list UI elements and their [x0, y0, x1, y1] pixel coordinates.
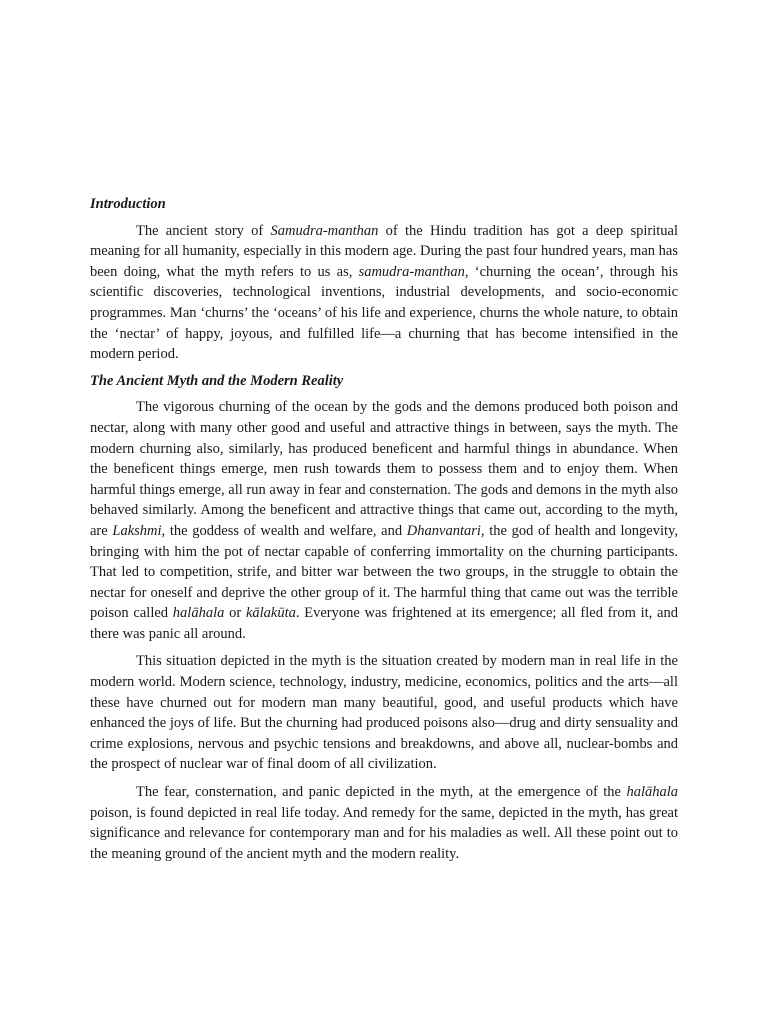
italic-term: Samudra-manthan — [270, 222, 379, 239]
text-run: The ancient story of — [136, 222, 271, 239]
italic-term: halāhala — [172, 605, 225, 622]
paragraph — [90, 651, 678, 775]
italic-term: Lakshmi — [112, 522, 162, 539]
section-heading: The Ancient Myth and the Modern Reality — [90, 372, 344, 389]
text-run: of the Hindu tradition has got a deep spiritual meaning for all humanity, especially in this modern age. During the past four hundred years, man has been doing, what the myth refers to us as, — [90, 222, 678, 280]
text-run: The vigorous churning of the ocean by the gods and the demons produced both poison and nectar, along with many other good and useful and attractive things in between, says the myth. The modern churning also, similarly, has produced beneficent and harmful things in abundance. When the beneficent things emerge, men rush towards them to possess them and to enjoy them. When harmful things emerge, all run away in fear and consternation. The gods and demons in the myth also behaved similarly. Among the beneficent and attractive things that came out, according to the myth, are — [90, 399, 678, 539]
text-run: , the goddess of wealth and welfare, and — [161, 522, 407, 539]
italic-term: Dhanvantari — [406, 522, 481, 539]
section-introduction — [90, 194, 678, 365]
text-run: This situation depicted in the myth is the situation created by modern man in real life in the modern world. Modern science, technology, industry, medicine, economics, politics and the arts—all these have churned out for modern man many beautiful, good, and useful products which have enhanced the joys of life. But the churning had produced poisons also—drug and dirty sensuality and crime explosions, nervous and psychic tensions and breakdowns, and above all, nuclear-bombs and the prospect of nuclear war of final doom of all civilization. — [90, 653, 678, 773]
section-heading: Introduction — [90, 196, 166, 212]
text-run: or — [224, 605, 246, 622]
italic-term: samudra-manthan — [358, 263, 465, 280]
section-ancient-myth — [90, 371, 678, 865]
text-run: The fear, consternation, and panic depicted in the myth, at the emergence of the — [136, 784, 627, 801]
document-page — [90, 194, 678, 871]
paragraph — [90, 782, 678, 864]
text-run: . Everyone was frightened at its emergence; all fled from it, and there was panic all around. — [90, 605, 678, 642]
italic-term: halāhala — [626, 784, 678, 801]
paragraph — [90, 397, 678, 644]
text-run: , the god of health and longevity, bringing with him the pot of nectar capable of conferring immortality on the churning participants. That led to competition, strife, and bitter war between the two groups, in the struggle to obtain the nectar for oneself and deprive the other group of it. The harmful thing that came out was the terrible poison called — [90, 522, 678, 622]
paragraph — [90, 221, 678, 365]
text-run: , ‘churning the ocean’, through his scientific discoveries, technological inventions, industrial developments, and socio-economic programmes. Man ‘churns’ the ‘oceans’ of his life and experience, churns the whole nature, to obtain the ‘nectar’ of happy, joyous, and fulfilled life—a churning that has become intensified in the modern period. — [90, 263, 678, 363]
italic-term: kālakūta — [245, 605, 296, 622]
text-run: poison, is found depicted in real life today. And remedy for the same, depicted in the myth, has great significance and relevance for contemporary man and for his maladies as well. All these point out to the meaning ground of the ancient myth and the modern reality. — [90, 804, 678, 862]
